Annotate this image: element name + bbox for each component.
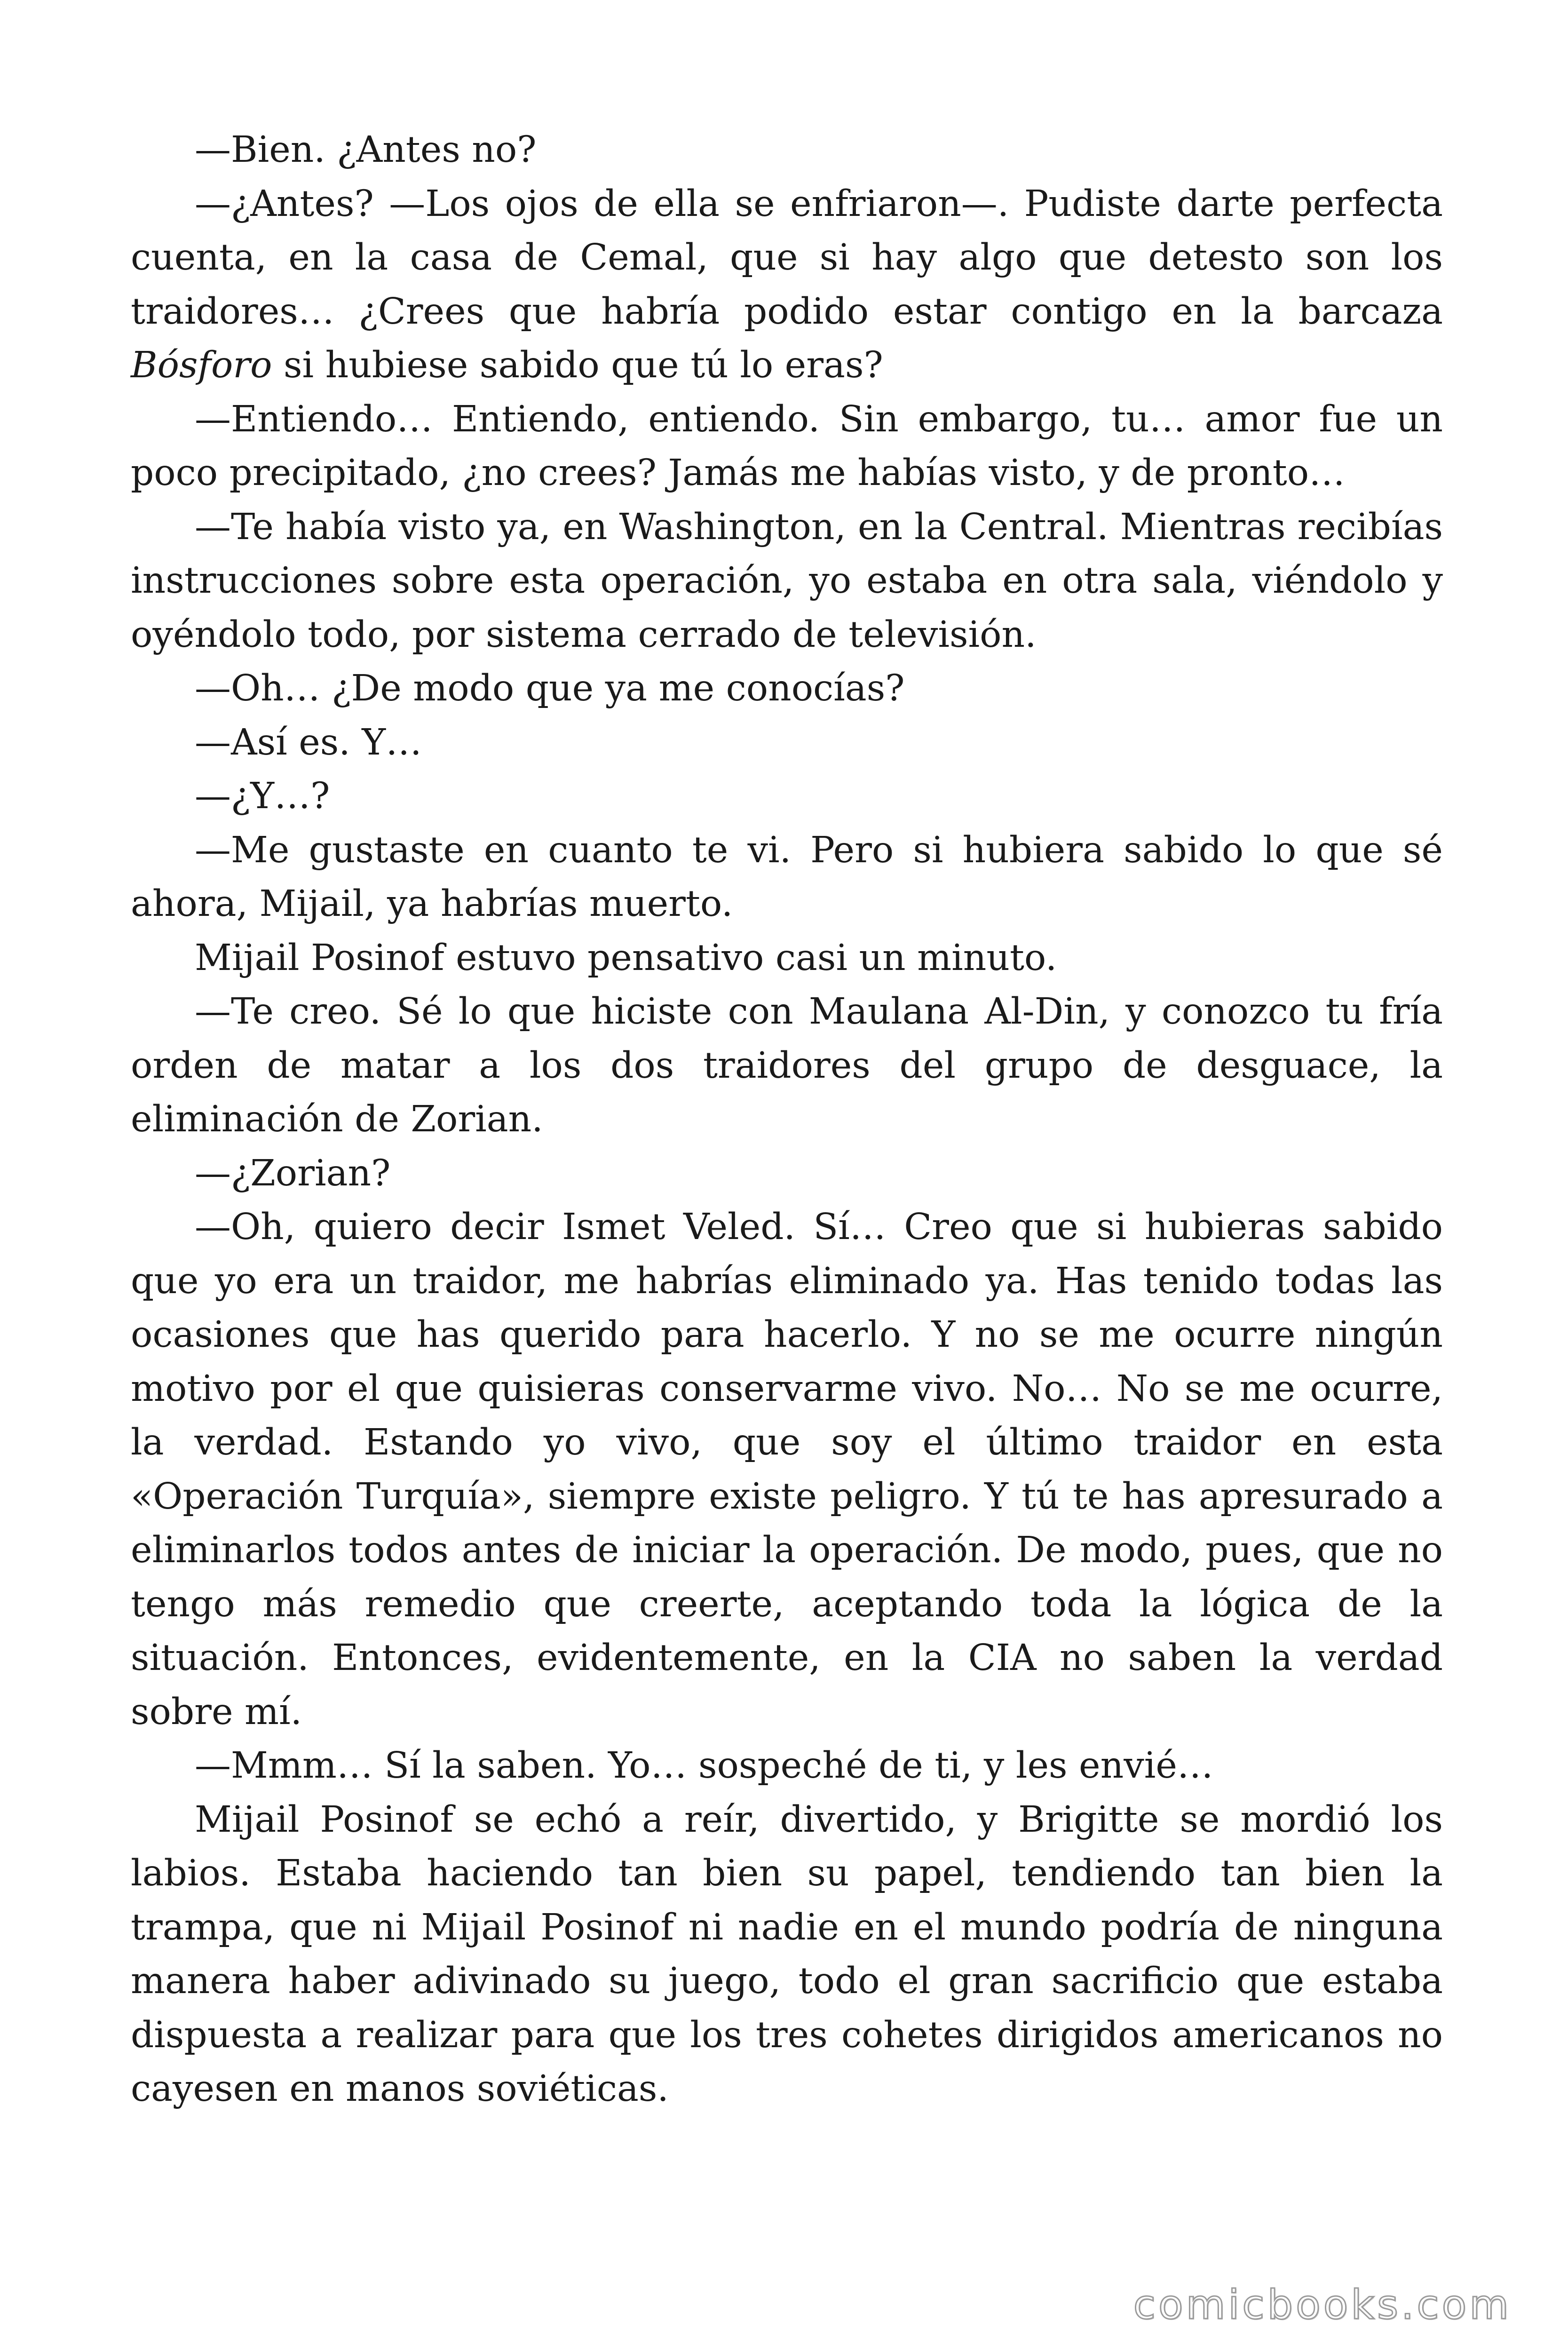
paragraph-1: —Bien. ¿Antes no? [195, 129, 537, 171]
paragraph-7: —¿Y…? [195, 775, 330, 817]
paragraph-9: Mijail Posinof estuvo pensativo casi un minuto. [195, 937, 1057, 979]
paragraph-14: Mijail Posinof se echó a reír, divertido, y Brigitte se mordió los labios. Estaba haciendo tan bien su papel, tendiendo tan bien la trampa, que ni Mijail Posinof ni nadie en el mundo podría de ninguna manera haber adivinado su juego, todo el gran sacrificio que estaba dispuesta a realizar para que los tres cohetes dirigidos americanos no cayesen en manos soviéticas. [131, 1798, 1443, 2110]
paragraph-6: —Así es. Y… [195, 721, 422, 763]
paragraph-12: —Oh, quiero decir Ismet Veled. Sí… Creo que si hubieras sabido que yo era un traidor, me habrías eliminado ya. Has tenido todas las ocasiones que has querido para hacerlo. Y no se me ocurre ningún motivo por el que quisieras conservarme vivo. No… No se me ocurre, la verdad. Estando yo vivo, que soy el último traidor en esta «Operación Turquía», siempre existe peligro. Y tú te has apresurado a eliminarlos todos antes de iniciar la operación. De modo, pues, que no tengo más remedio que creerte, aceptando toda la lógica de la situación. Entonces, evidentemente, en la CIA no saben la verdad sobre mí. [131, 1206, 1443, 1733]
body-text [131, 123, 1443, 2116]
watermark: comicbooks.com [1133, 2281, 1512, 2328]
paragraph-2-tail: si hubiese sabido que tú lo eras? [272, 344, 883, 386]
paragraph-10: —Te creo. Sé lo que hiciste con Maulana Al-Din, y conozco tu fría orden de matar a los dos traidores del grupo de desguace, la eliminación de Zorian. [131, 991, 1443, 1140]
paragraph-8: —Me gustaste en cuanto te vi. Pero si hubiera sabido lo que sé ahora, Mijail, ya habrías muerto. [131, 829, 1443, 925]
paragraph-13: —Mmm… Sí la saben. Yo… sospeché de ti, y les envié… [195, 1745, 1213, 1787]
paragraph-2 [131, 177, 1443, 393]
paragraph-4: —Te había visto ya, en Washington, en la Central. Mientras recibías instrucciones sobre esta operación, yo estaba en otra sala, viéndolo y oyéndolo todo, por sistema cerrado de televisión. [131, 506, 1443, 656]
paragraph-11: —¿Zorian? [195, 1152, 391, 1194]
ship-name: Bósforo [131, 344, 272, 386]
paragraph-2-text: —¿Antes? —Los ojos de ella se enfriaron—. Pudiste darte perfecta cuenta, en la casa de Cemal, que si hay algo que detesto son los traidores… ¿Crees que habría podido estar contigo en la barcaza [131, 183, 1443, 333]
paragraph-3: —Entiendo… Entiendo, entiendo. Sin embargo, tu… amor fue un poco precipitado, ¿no crees? Jamás me habías visto, y de pronto… [131, 398, 1443, 494]
paragraph-5: —Oh… ¿De modo que ya me conocías? [195, 667, 905, 709]
